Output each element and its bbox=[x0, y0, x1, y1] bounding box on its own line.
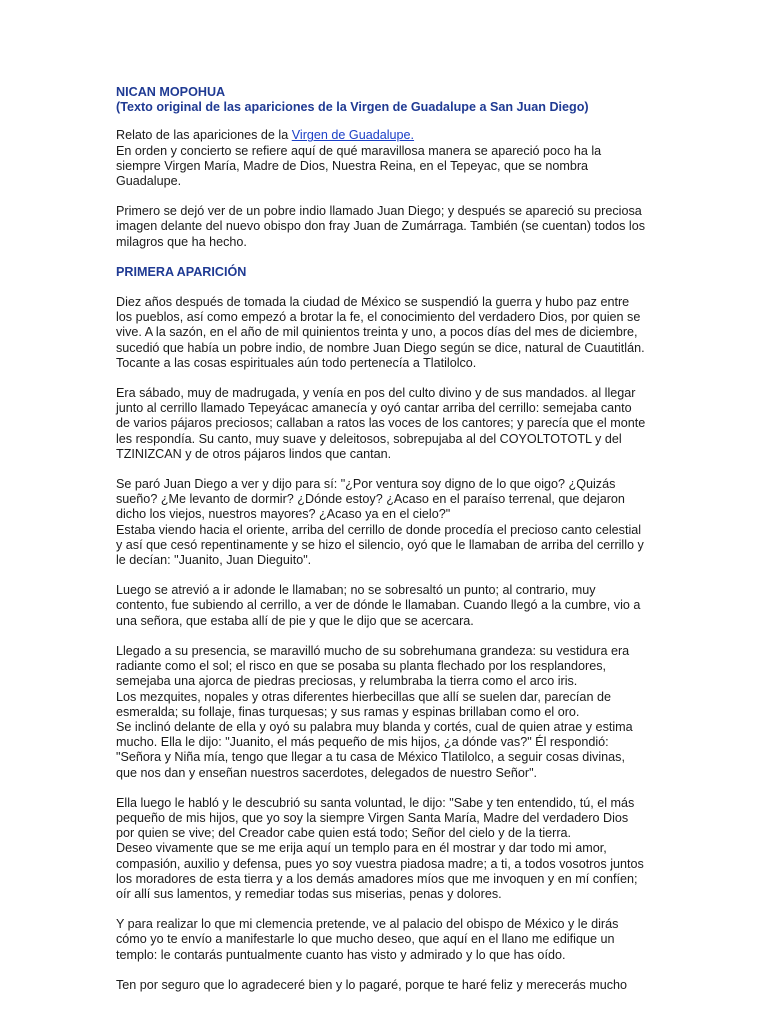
intro-lead: Relato de las apariciones de la bbox=[116, 128, 292, 143]
paragraph-y-para-realizar: Y para realizar lo que mi clemencia pretende, ve al palacio del obispo de México y le dirás cómo yo te envío a manifestarle lo que mucho deseo, que aquí en el llano me edifique un templo: le contarás puntualmente cuanto has visto y admirado y lo que has oído. bbox=[116, 917, 619, 962]
virgen-de-guadalupe-link[interactable]: Virgen de Guadalupe. bbox=[291, 128, 415, 143]
paragraph-era-sabado: Era sábado, muy de madrugada, y venía en pos del culto divino y de sus mandados. al llegar junto al cerrillo llamado Tepeyácac amanecía y oyó cantar arriba del cerrillo: semejaba canto de varios pájaros preciosos; callaban a ratos las voces de los cantores; y parecía que el monte les respondía. Su canto, muy suave y deleitosos, sobrepujaba al del COYOLTOTOTL y del TZINIZCAN y de otros pájaros lindos que cantan. bbox=[116, 386, 646, 461]
paragraph-se-paro-b: Estaba viendo hacia el oriente, arriba del cerrillo de donde procedía el precioso canto celestial y así que cesó repentinamente y se hizo el silencio, oyó que le llamaban de arriba del cerrillo y le decían: "Juanito, Juan Dieguito". bbox=[116, 522, 644, 568]
document-subtitle: (Texto original de las apariciones de la Virgen de Guadalupe a San Juan Diego) bbox=[116, 100, 589, 115]
paragraph-llegado-c: Se inclinó delante de ella y oyó su palabra muy blanda y cortés, cual de quien atrae y estima mucho. Ella le dijo: "Juanito, el más pequeño de mis hijos, ¿a dónde vas?" Él respondió: "Señora y Niña mía, tengo que llegar a tu casa de México Tlatilolco, a seguir cosas divinas, que nos dan y enseñan nuestros sacerdotes, delegados de nuestro Señor". bbox=[116, 719, 633, 780]
paragraph-llegado bbox=[116, 644, 646, 781]
intro-rest: En orden y concierto se refiere aquí de qué maravillosa manera se apareció poco ha la siempre Virgen María, Madre de Dios, Nuestra Reina, en el Tepeyac, que se nombra Guadalupe. bbox=[116, 143, 602, 189]
paragraph-diez-anos: Diez años después de tomada la ciudad de México se suspendió la guerra y hubo paz entre los pueblos, así como empezó a brotar la fe, el conocimiento del verdadero Dios, por quien se vive. A la sazón, en el año de mil quinientos treinta y uno, a pocos días del mes de diciembre, sucedió que había un pobre indio, de nombre Juan Diego según se dice, natural de Cuautitlán. Tocante a las cosas espirituales aún todo pertenecía a Tlatilolco. bbox=[116, 295, 645, 370]
paragraph-ella-luego-b: Deseo vivamente que se me erija aquí un templo para en él mostrar y dar todo mi amor, compasión, auxilio y defensa, pues yo soy vuestra piadosa madre; a ti, a todos vosotros juntos los moradores de esta tierra y a los demás amadores míos que me invoquen y en mí confíen; oír allí sus lamentos, y remediar todas sus miserias, penas y dolores. bbox=[116, 841, 644, 901]
document-title: NICAN MOPOHUA bbox=[116, 85, 226, 99]
paragraph-llegado-b: Los mezquites, nopales y otras diferentes hierbecillas que allí se suelen dar, parecían de esmeralda; su follaje, finas turquesas; y sus ramas y espinas brillaban como el oro. bbox=[116, 689, 611, 719]
paragraph-se-paro bbox=[116, 477, 646, 568]
document-body bbox=[116, 85, 646, 1008]
paragraph-luego: Luego se atrevió a ir adonde le llamaban; no se sobresaltó un punto; al contrario, muy contento, fue subiendo al cerrillo, a ver de dónde le llamaban. Cuando llegó a la cumbre, vio a una señora, que estaba allí de pie y que le dijo que se acercara. bbox=[116, 583, 641, 628]
section-heading-primera-aparicion: PRIMERA APARICIÓN bbox=[116, 264, 247, 279]
paragraph-ella-luego bbox=[116, 796, 646, 902]
paragraph-ella-luego-a: Ella luego le habló y le descubrió su santa voluntad, le dijo: "Sabe y ten entendido, tú, el más pequeño de mis hijos, que yo soy la siempre Virgen Santa María, Madre del verdadero Dios por quien se vive; del Creador cabe quien está todo; Señor del cielo y de la tierra. bbox=[116, 795, 635, 841]
paragraph-llegado-a: Llegado a su presencia, se maravilló mucho de su sobrehumana grandeza: su vestidura era radiante como el sol; el risco en que se posaba su planta flechado por los resplandores, semejaba una ajorca de piedras preciosas, y relumbraba la tierra como el arco iris. bbox=[116, 643, 630, 689]
paragraph-se-paro-a: Se paró Juan Diego a ver y dijo para sí: "¿Por ventura soy digno de lo que oigo? ¿Quizás sueño? ¿Me levanto de dormir? ¿Dónde estoy? ¿Acaso en el paraíso terrenal, que dejaron dicho los viejos, nuestros mayores? ¿Acaso ya en el cielo?" bbox=[116, 477, 625, 522]
paragraph-primero: Primero se dejó ver de un pobre indio llamado Juan Diego; y después se apareció su preciosa imagen delante del nuevo obispo don fray Juan de Zumárraga. También (se cuentan) todos los milagros que ha hecho. bbox=[116, 204, 646, 249]
intro-paragraph bbox=[116, 128, 646, 189]
paragraph-ten-por-seguro: Ten por seguro que lo agradeceré bien y lo pagaré, porque te haré feliz y merecerás mucho bbox=[116, 977, 628, 992]
